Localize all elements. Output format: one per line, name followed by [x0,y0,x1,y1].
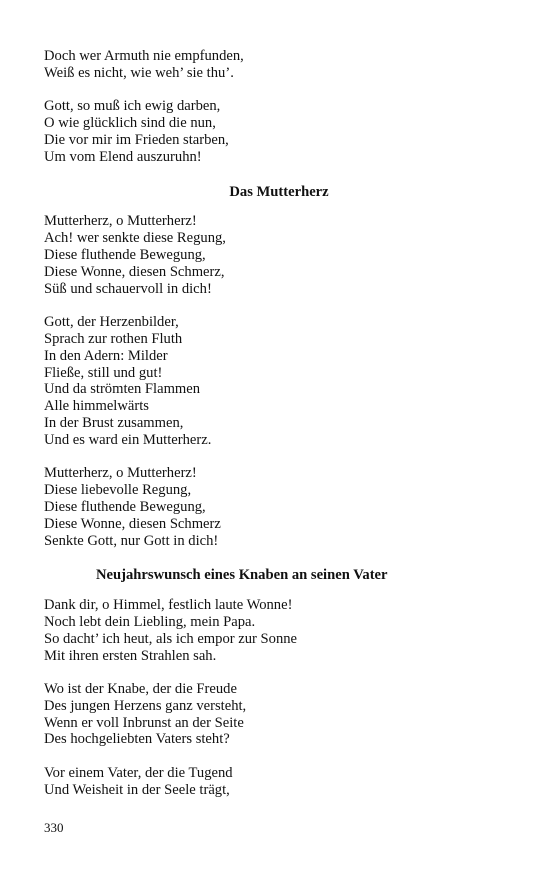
verse-line: O wie glücklich sind die nun, [44,115,216,132]
verse-line: Gott, der Herzenbilder, [44,314,179,331]
verse-line: Diese Wonne, diesen Schmerz, [44,263,225,280]
verse-line: Wenn er voll Inbrunst an der Seite [44,714,244,731]
verse-line: Und Weisheit in der Seele trägt, [44,781,230,798]
poem-text [44,48,514,815]
verse-line: In den Adern: Milder [44,347,168,364]
verse-line: Mit ihren ersten Strahlen sah. [44,647,217,664]
verse-line: Und es ward ein Mutterherz. [44,431,212,448]
verse-line: Wo ist der Knabe, der die Freude [44,681,237,698]
stanza [44,597,514,664]
poem-title: Neujahrswunsch eines Knaben an seinen Vater [96,567,388,584]
verse-line: Mutterherz, o Mutterherz! [44,465,197,482]
verse-line: Gott, so muß ich ewig darben, [44,98,221,115]
verse-line: Des jungen Herzens ganz versteht, [44,697,247,714]
stanza [44,465,514,549]
stanza [44,48,514,82]
verse-line: Des hochgeliebten Vaters steht? [44,731,230,748]
verse-line: In der Brust zusammen, [44,414,184,431]
verse-line: Ach! wer senkte diese Regung, [44,230,226,247]
verse-line: Diese Wonne, diesen Schmerz [44,515,221,532]
stanza [44,213,514,297]
verse-line: Mutterherz, o Mutterherz! [44,213,197,230]
verse-line: Die vor mir im Frieden starben, [44,131,229,148]
verse-line: Senkte Gott, nur Gott in dich! [44,532,219,549]
verse-line: Dank dir, o Himmel, festlich laute Wonne! [44,597,293,614]
verse-line: Vor einem Vater, der die Tugend [44,765,233,782]
verse-line: Diese fluthende Bewegung, [44,246,206,263]
poem-title: Das Mutterherz [229,183,329,200]
verse-line: Alle himmelwärts [44,398,149,415]
verse-line: Doch wer Armuth nie empfunden, [44,48,244,64]
verse-line: Sprach zur rothen Fluth [44,330,183,347]
verse-line: Weiß es nicht, wie weh’ sie thu’. [44,64,234,81]
verse-line: Süß und schauervoll in dich! [44,280,212,297]
verse-line: Um vom Elend auszuruhn! [44,148,202,165]
verse-line: So dacht’ ich heut, als ich empor zur Sonne [44,630,298,647]
verse-line: Diese liebevolle Regung, [44,482,192,499]
stanza [44,681,514,748]
verse-line: Und da strömten Flammen [44,381,201,398]
verse-line: Diese fluthende Bewegung, [44,498,206,515]
stanza [44,314,514,448]
stanza [44,98,514,165]
verse-line: Fließe, still und gut! [44,364,163,381]
verse-line: Noch lebt dein Liebling, mein Papa. [44,613,256,630]
page-number: 330 [44,820,64,835]
stanza [44,765,514,799]
